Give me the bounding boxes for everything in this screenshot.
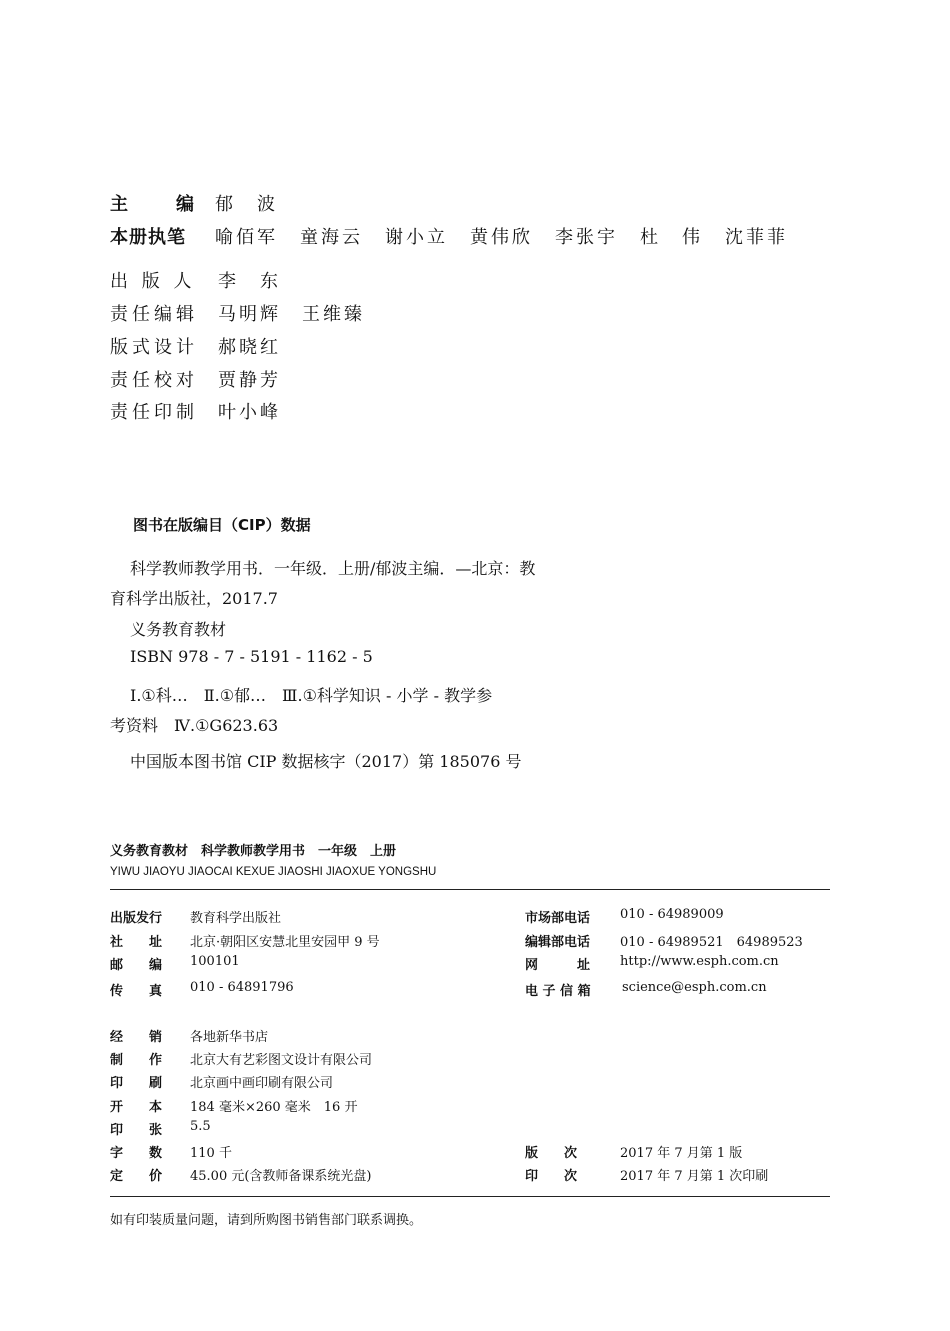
staff-value: 叶小峰 xyxy=(218,402,281,423)
production-label: 开 本 xyxy=(110,1100,163,1115)
staff-label: 版式设计 xyxy=(110,337,198,358)
publisher-value: 教育科学出版社 xyxy=(190,911,282,926)
production-value: 各地新华书店 xyxy=(190,1030,269,1045)
writer: 喻佰军 xyxy=(215,227,278,248)
production-label: 印 张 xyxy=(110,1123,163,1138)
publisher-label: 出版发行 xyxy=(110,911,163,926)
writer: 童海云 xyxy=(300,227,363,248)
publisher-value: 010 - 64989521 64989523 xyxy=(620,935,803,950)
price-value: 45.00 元(含教师备课系统光盘) xyxy=(190,1169,372,1184)
production-label: 制 作 xyxy=(110,1053,163,1068)
production-label: 字 数 xyxy=(110,1146,163,1161)
publisher-label: 市场部电话 xyxy=(525,911,591,926)
production-label: 版 次 xyxy=(525,1146,578,1161)
divider xyxy=(110,889,830,890)
staff-value: 李 东 xyxy=(218,271,281,292)
cip-line: 科学教师教学用书．一年级．上册/郁波主编．—北京：教 xyxy=(130,559,536,578)
production-value: 184 毫米×260 毫米 16 开 xyxy=(190,1100,358,1115)
divider xyxy=(110,1196,830,1197)
cip-line: Ⅰ.①科… Ⅱ.①郁… Ⅲ.①科学知识 - 小学 - 教学参 xyxy=(130,686,493,705)
chief-editor: 郁 波 xyxy=(215,194,278,215)
staff-label: 责任编辑 xyxy=(110,304,198,325)
footer-note: 如有印装质量问题，请到所购图书销售部门联系调换。 xyxy=(110,1213,423,1228)
publisher-value: 100101 xyxy=(190,954,240,969)
production-value: 110 千 xyxy=(190,1146,232,1161)
staff-label: 出 版 人 xyxy=(110,271,196,292)
publisher-website: http://www.esph.com.cn xyxy=(620,954,779,969)
cip-line: 中国版本图书馆 CIP 数据核字（2017）第 185076 号 xyxy=(130,752,522,771)
publisher-label: 网 址 xyxy=(525,958,591,973)
book-title-pinyin: YIWU JIAOYU JIAOCAI KEXUE JIAOSHI JIAOXUE YONGSHU xyxy=(110,866,437,878)
production-label: 定 价 xyxy=(110,1169,163,1184)
cip-line: 育科学出版社，2017.7 xyxy=(110,589,278,608)
production-label: 经 销 xyxy=(110,1030,163,1045)
production-value: 2017 年 7 月第 1 版 xyxy=(620,1146,743,1161)
publisher-value: 北京·朝阳区安慧北里安园甲 9 号 xyxy=(190,935,380,950)
book-title: 义务教育教材 科学教师教学用书 一年级 上册 xyxy=(110,844,397,859)
writer: 李张宇 xyxy=(555,227,618,248)
staff-value: 郝晓红 xyxy=(218,337,281,358)
writer: 黄伟欣 xyxy=(470,227,533,248)
publisher-label: 社 址 xyxy=(110,935,163,950)
production-value: 2017 年 7 月第 1 次印刷 xyxy=(620,1169,769,1184)
production-value: 北京画中画印刷有限公司 xyxy=(190,1076,334,1091)
cip-heading: 图书在版编目（CIP）数据 xyxy=(133,516,311,534)
writers-label: 本册执笔 xyxy=(110,227,186,248)
publisher-label: 电 子 信 箱 xyxy=(525,984,591,999)
publisher-label: 编辑部电话 xyxy=(525,935,591,950)
production-label: 印 刷 xyxy=(110,1076,163,1091)
chief-editor-label: 主 编 xyxy=(110,194,198,215)
cip-line: 义务教育教材 xyxy=(130,620,227,639)
publisher-email: science@esph.com.cn xyxy=(622,980,767,995)
cip-line: 考资料 Ⅳ.①G623.63 xyxy=(110,716,279,735)
publisher-value: 010 - 64891796 xyxy=(190,980,294,995)
production-value: 5.5 xyxy=(190,1119,211,1134)
staff-value: 马明辉 王维臻 xyxy=(218,304,365,325)
staff-value: 贾静芳 xyxy=(218,370,281,391)
publisher-label: 传 真 xyxy=(110,984,163,999)
production-label: 印 次 xyxy=(525,1169,578,1184)
writer: 杜 伟 xyxy=(640,227,703,248)
staff-label: 责任印制 xyxy=(110,402,198,423)
production-value: 北京大有艺彩图文设计有限公司 xyxy=(190,1053,373,1068)
writer: 谢小立 xyxy=(385,227,448,248)
publisher-label: 邮 编 xyxy=(110,958,163,973)
staff-label: 责任校对 xyxy=(110,370,198,391)
writer: 沈菲菲 xyxy=(725,227,788,248)
cip-isbn: ISBN 978 - 7 - 5191 - 1162 - 5 xyxy=(130,647,373,666)
publisher-value: 010 - 64989009 xyxy=(620,907,724,922)
